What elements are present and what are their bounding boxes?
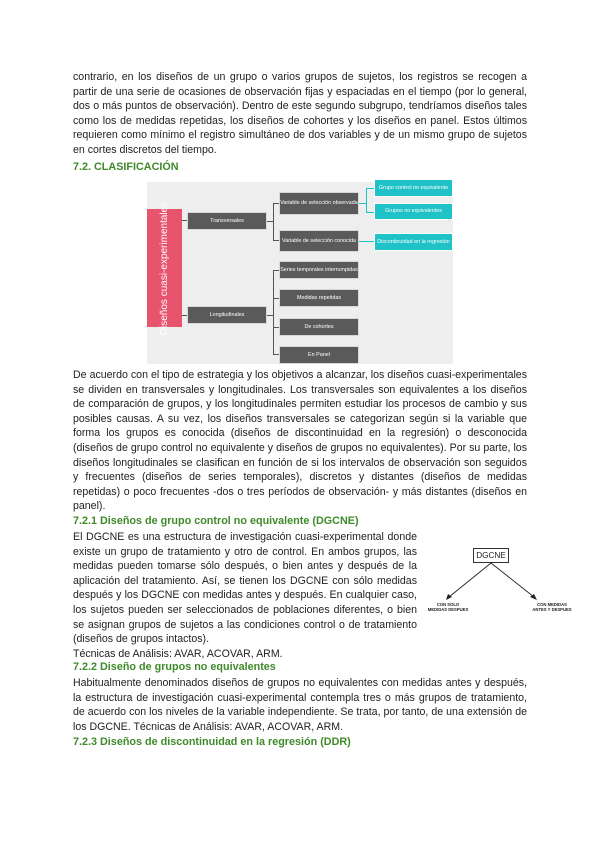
dgcne-paragraph: El DGCNE es una estructura de investigación cuasi-experimental donde existe un grupo de tratamiento y otro de control. En ambos grupos, las medidas pueden tomarse sólo después, o bien antes y después de la aplicación del tratamiento. Así, se tienen los DGCNE con sólo medidas después y los DGCNE con medidas antes y después. En cualquier caso, los sujetos pueden ser seleccionados de poblaciones diferentes, o bien se asignan grupos de sujetos a las condiciones control o de tratamiento (diseños de grupos intactos).: [73, 531, 417, 646]
intro-paragraph: contrario, en los diseños de un grupo o varios grupos de sujetos, los registros se recogen a partir de una serie de ocasiones de observación fijas y espaciadas en el tiempo (por lo general, dos o más puntos de observación). Dentro de este segundo subgrupo, tendríamos diseños tales como los de medidas repetidas, los diseños de cohortes y los diseños en panel. Estos últimos requieren como mínimo el registro simultáneo de dos variables y de un mismo grupo de sujetos en cortes discretos del tiempo.: [73, 71, 527, 156]
classification-paragraph: De acuerdo con el tipo de estrategia y los objetivos a alcanzar, los diseños cuasi-experimentales se dividen en transversales y longitudinales. Los transversales son equivalentes a los diseños de comparación de grupos, y los longitudinales permiten estudiar los procesos de cambio y sus posibles causas. A su vez, los diseños transversales se categorizan según si la variable que forma los grupos es conocida (diseños de discontinuidad en la regresión) o desconocida (diseños de grupo control no equivalente y diseños de grupos no equivalentes). Por su parte, los diseños longitudinales se clasifican en función de si los intervalos de observación son seguidos y frecuentes (diseños de series temporales), discretos y distantes (diseños de medidas repetidas) o poco frecuentes -dos o tres períodos de observación- y más distantes (diseños en panel).: [73, 369, 527, 513]
section-heading-7-2: 7.2. CLASIFICACIÓN: [73, 161, 179, 173]
classification-diagram: [147, 182, 453, 364]
diagram-node-discontinuidad: Discontinuidad en la regresión: [374, 233, 453, 251]
diagram-node-transversales: Transversales: [187, 212, 267, 230]
section-heading-7-2-1: 7.2.1 Diseños de grupo control no equivalente (DGCNE): [73, 515, 359, 527]
diagram-node-medidas-repetidas: Medidas repetidas: [279, 289, 359, 307]
diagram-node-longitudinales: Longitudinales: [187, 306, 267, 324]
diagram-node-panel: En Panel: [279, 346, 359, 364]
diagram-node-var-observada: Variable de selección observada: [279, 192, 359, 215]
diagram-root-node: Diseños cuasi-experimentales: [147, 209, 182, 327]
dgcne-diagram: [424, 545, 584, 617]
section-heading-7-2-2: 7.2.2 Diseño de grupos no equivalentes: [73, 661, 276, 673]
dgcne-tecnicas: Técnicas de Análisis: AVAR, ACOVAR, ARM.: [73, 648, 283, 660]
diagram-node-grupos-no-equivalentes: Grupos no equivalentes: [374, 203, 453, 220]
dgcne-top-node: DGCNE: [473, 548, 509, 563]
section-heading-7-2-3: 7.2.3 Diseños de discontinuidad en la regresión (DDR): [73, 736, 351, 748]
dgcne-left-label: CON SOLO MEDIDAS DESPUES: [427, 602, 469, 612]
diagram-node-grupo-control: Grupo control no equivalente: [374, 179, 453, 197]
diagram-node-series-temporales: Series temporales interrumpidas: [279, 261, 359, 279]
diagram-node-cohortes: De cohortes: [279, 318, 359, 336]
diagram-node-var-conocida: Variable de selección conocida: [279, 230, 359, 252]
grupos-no-equivalentes-paragraph: Habitualmente denominados diseños de grupos no equivalentes con medidas antes y después, la estructura de investigación cuasi-experimental contempla tres o más grupos de tratamiento, de acuerdo con los niveles de la variable independiente. Se trata, por tanto, de una extensión de los DGCNE. Técnicas de Análisis: AVAR, ACOVAR, ARM.: [73, 677, 527, 733]
dgcne-right-label: CON MEDIDAS ANTES Y DESPUES: [532, 602, 572, 612]
